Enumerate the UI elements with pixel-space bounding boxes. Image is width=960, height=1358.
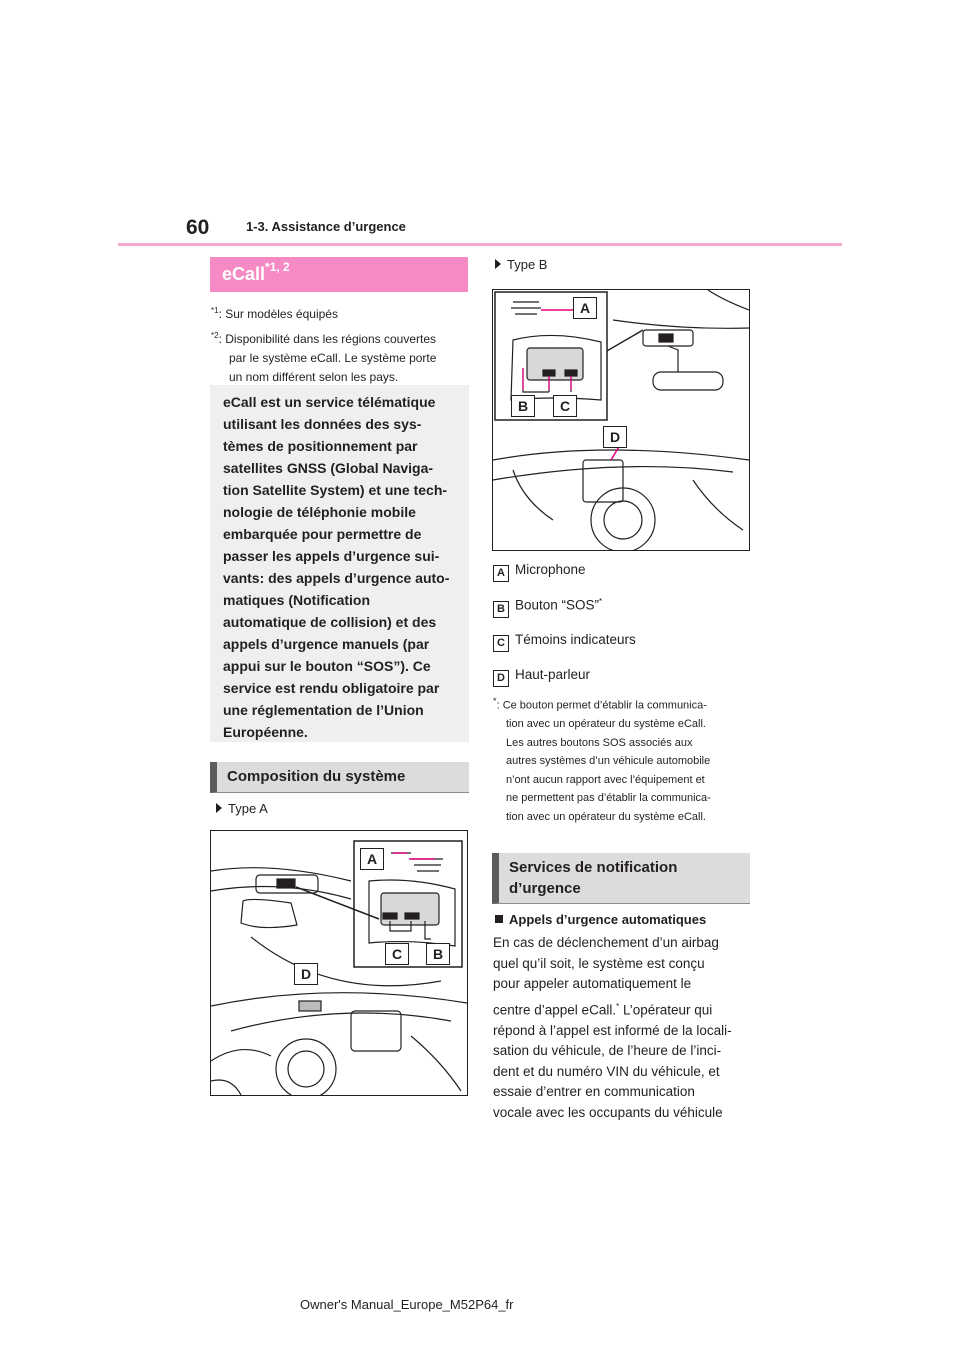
legend-item-a bbox=[493, 562, 586, 582]
intro-box bbox=[210, 385, 469, 742]
body-line: En cas de déclenchement d’un airbag bbox=[493, 935, 719, 950]
legend-box-b: B bbox=[493, 601, 509, 618]
label-a-box: A bbox=[573, 297, 597, 319]
intro-line: eCall est un service télématique bbox=[223, 394, 436, 410]
figure-type-b-drawing bbox=[493, 290, 749, 550]
intro-line: automatique de collision) et des bbox=[223, 614, 437, 630]
composition-footnote-marker: * bbox=[493, 696, 497, 706]
legend-text-a: Microphone bbox=[515, 562, 586, 577]
body-line: sation du véhicule, de l’heure de l’inci- bbox=[493, 1043, 722, 1058]
ecall-title: eCall bbox=[222, 264, 266, 284]
body-line: vocale avec les occupants du véhicule bbox=[493, 1104, 723, 1120]
legend-item-c bbox=[493, 632, 636, 652]
label-b-box: B bbox=[426, 943, 450, 965]
intro-line: une réglementation de l’Union bbox=[223, 702, 424, 718]
footnote-line: n’ont aucun rapport avec l’équipement et bbox=[506, 773, 705, 786]
label-d-box: D bbox=[294, 963, 318, 985]
intro-line: matiques (Notification bbox=[223, 592, 371, 608]
composition-footnote bbox=[493, 692, 755, 826]
intro-line: embarquée pour permettre de bbox=[223, 526, 422, 542]
intro-line: appels d’urgence manuels (par bbox=[223, 636, 430, 652]
body-line: dent et du numéro VIN du véhicule, et bbox=[493, 1063, 720, 1079]
section-title: 1-3. Assistance d’urgence bbox=[246, 219, 406, 234]
services-heading-line: d’urgence bbox=[509, 880, 581, 897]
intro-line: passer les appels d’urgence sui- bbox=[223, 548, 440, 564]
legend-item-b bbox=[493, 597, 602, 618]
services-heading-line: Services de notification bbox=[509, 859, 678, 876]
label-c-box: C bbox=[553, 395, 577, 417]
intro-line: vants: des appels d’urgence auto- bbox=[223, 570, 450, 586]
body-sup: * bbox=[616, 1001, 620, 1011]
legend-text-c: Témoins indicateurs bbox=[515, 632, 636, 647]
legend-text-d: Haut-parleur bbox=[515, 667, 591, 682]
intro-line: nologie de téléphonie mobile bbox=[223, 504, 416, 520]
page-number: 60 bbox=[186, 216, 210, 239]
footnote-line: ne permettent pas d’établir la communica- bbox=[506, 792, 711, 805]
square-bullet-icon bbox=[495, 915, 503, 923]
body-line: quel qu’il soit, le système est conçu bbox=[493, 955, 705, 971]
body-line: L’opérateur qui bbox=[619, 1002, 713, 1017]
type-b-label bbox=[495, 257, 547, 272]
arrow-icon bbox=[495, 259, 501, 269]
type-a-label bbox=[216, 801, 268, 816]
intro-line: service est rendu obligatoire par bbox=[223, 680, 440, 696]
footnote-line: autres systèmes d’un véhicule automobile bbox=[506, 755, 711, 768]
footnote1-text: : Sur modèles équipés bbox=[218, 307, 338, 321]
footnote2-line: un nom différent selon les pays. bbox=[229, 370, 399, 384]
figure-type-a bbox=[210, 830, 468, 1096]
figure-type-b bbox=[492, 289, 750, 551]
body-line: centre d’appel eCall. bbox=[493, 1002, 617, 1017]
body-line: pour appeler automatiquement le bbox=[493, 976, 692, 991]
legend-item-d bbox=[493, 667, 590, 687]
ecall-title-sup: *1, 2 bbox=[265, 260, 290, 274]
footer-text: Owner's Manual_Europe_M52P64_fr bbox=[300, 1297, 514, 1312]
footnote2-line: : Disponibilité dans les régions couvertes bbox=[218, 332, 437, 346]
legend-box-c: C bbox=[493, 635, 509, 652]
services-heading bbox=[492, 853, 750, 904]
footnote2-marker: *2 bbox=[211, 331, 219, 340]
intro-line: utilisant les données des sys- bbox=[223, 416, 422, 432]
intro-line: Européenne. bbox=[223, 724, 308, 740]
body-line: répond à l’appel est informé de la locali- bbox=[493, 1022, 732, 1038]
footnote1-marker: *1 bbox=[211, 306, 219, 315]
body-line: essaie d’entrer en communication bbox=[493, 1084, 695, 1099]
intro-line: tèmes de positionnement par bbox=[223, 438, 418, 454]
legend-b-sup: * bbox=[599, 597, 603, 606]
ecall-footnotes bbox=[211, 301, 471, 387]
intro-line: tion Satellite System) et une tech- bbox=[223, 482, 448, 498]
automatic-calls-title: Appels d’urgence automatiques bbox=[509, 912, 707, 927]
composition-heading bbox=[210, 762, 469, 793]
composition-heading-text: Composition du système bbox=[227, 768, 406, 785]
intro-text bbox=[223, 391, 463, 743]
footnote2-line: par le système eCall. Le système porte bbox=[229, 351, 437, 365]
footnote-line: tion avec un opérateur du système eCall. bbox=[506, 810, 706, 823]
automatic-calls-subheading bbox=[495, 912, 706, 927]
ecall-heading bbox=[210, 257, 468, 292]
label-a-box: A bbox=[360, 848, 384, 870]
legend-box-d: D bbox=[493, 670, 509, 687]
header-rule bbox=[118, 243, 842, 246]
type-a-text: Type A bbox=[228, 801, 268, 816]
label-b-box: B bbox=[511, 395, 535, 417]
legend-box-a: A bbox=[493, 565, 509, 582]
footnote-line: : Ce bouton permet d’établir la communica- bbox=[496, 699, 707, 712]
footnote-line: Les autres boutons SOS associés aux bbox=[506, 736, 693, 749]
intro-line: satellites GNSS (Global Naviga- bbox=[223, 460, 434, 476]
legend-text-b: Bouton “SOS” bbox=[515, 597, 600, 613]
intro-line: appui sur le bouton “SOS”). Ce bbox=[223, 658, 431, 674]
footnote-line: tion avec un opérateur du système eCall. bbox=[506, 718, 706, 731]
label-c-box: C bbox=[385, 943, 409, 965]
type-b-text: Type B bbox=[507, 257, 548, 272]
label-d-box: D bbox=[603, 426, 627, 448]
services-body bbox=[493, 933, 755, 1123]
arrow-icon bbox=[216, 803, 222, 813]
